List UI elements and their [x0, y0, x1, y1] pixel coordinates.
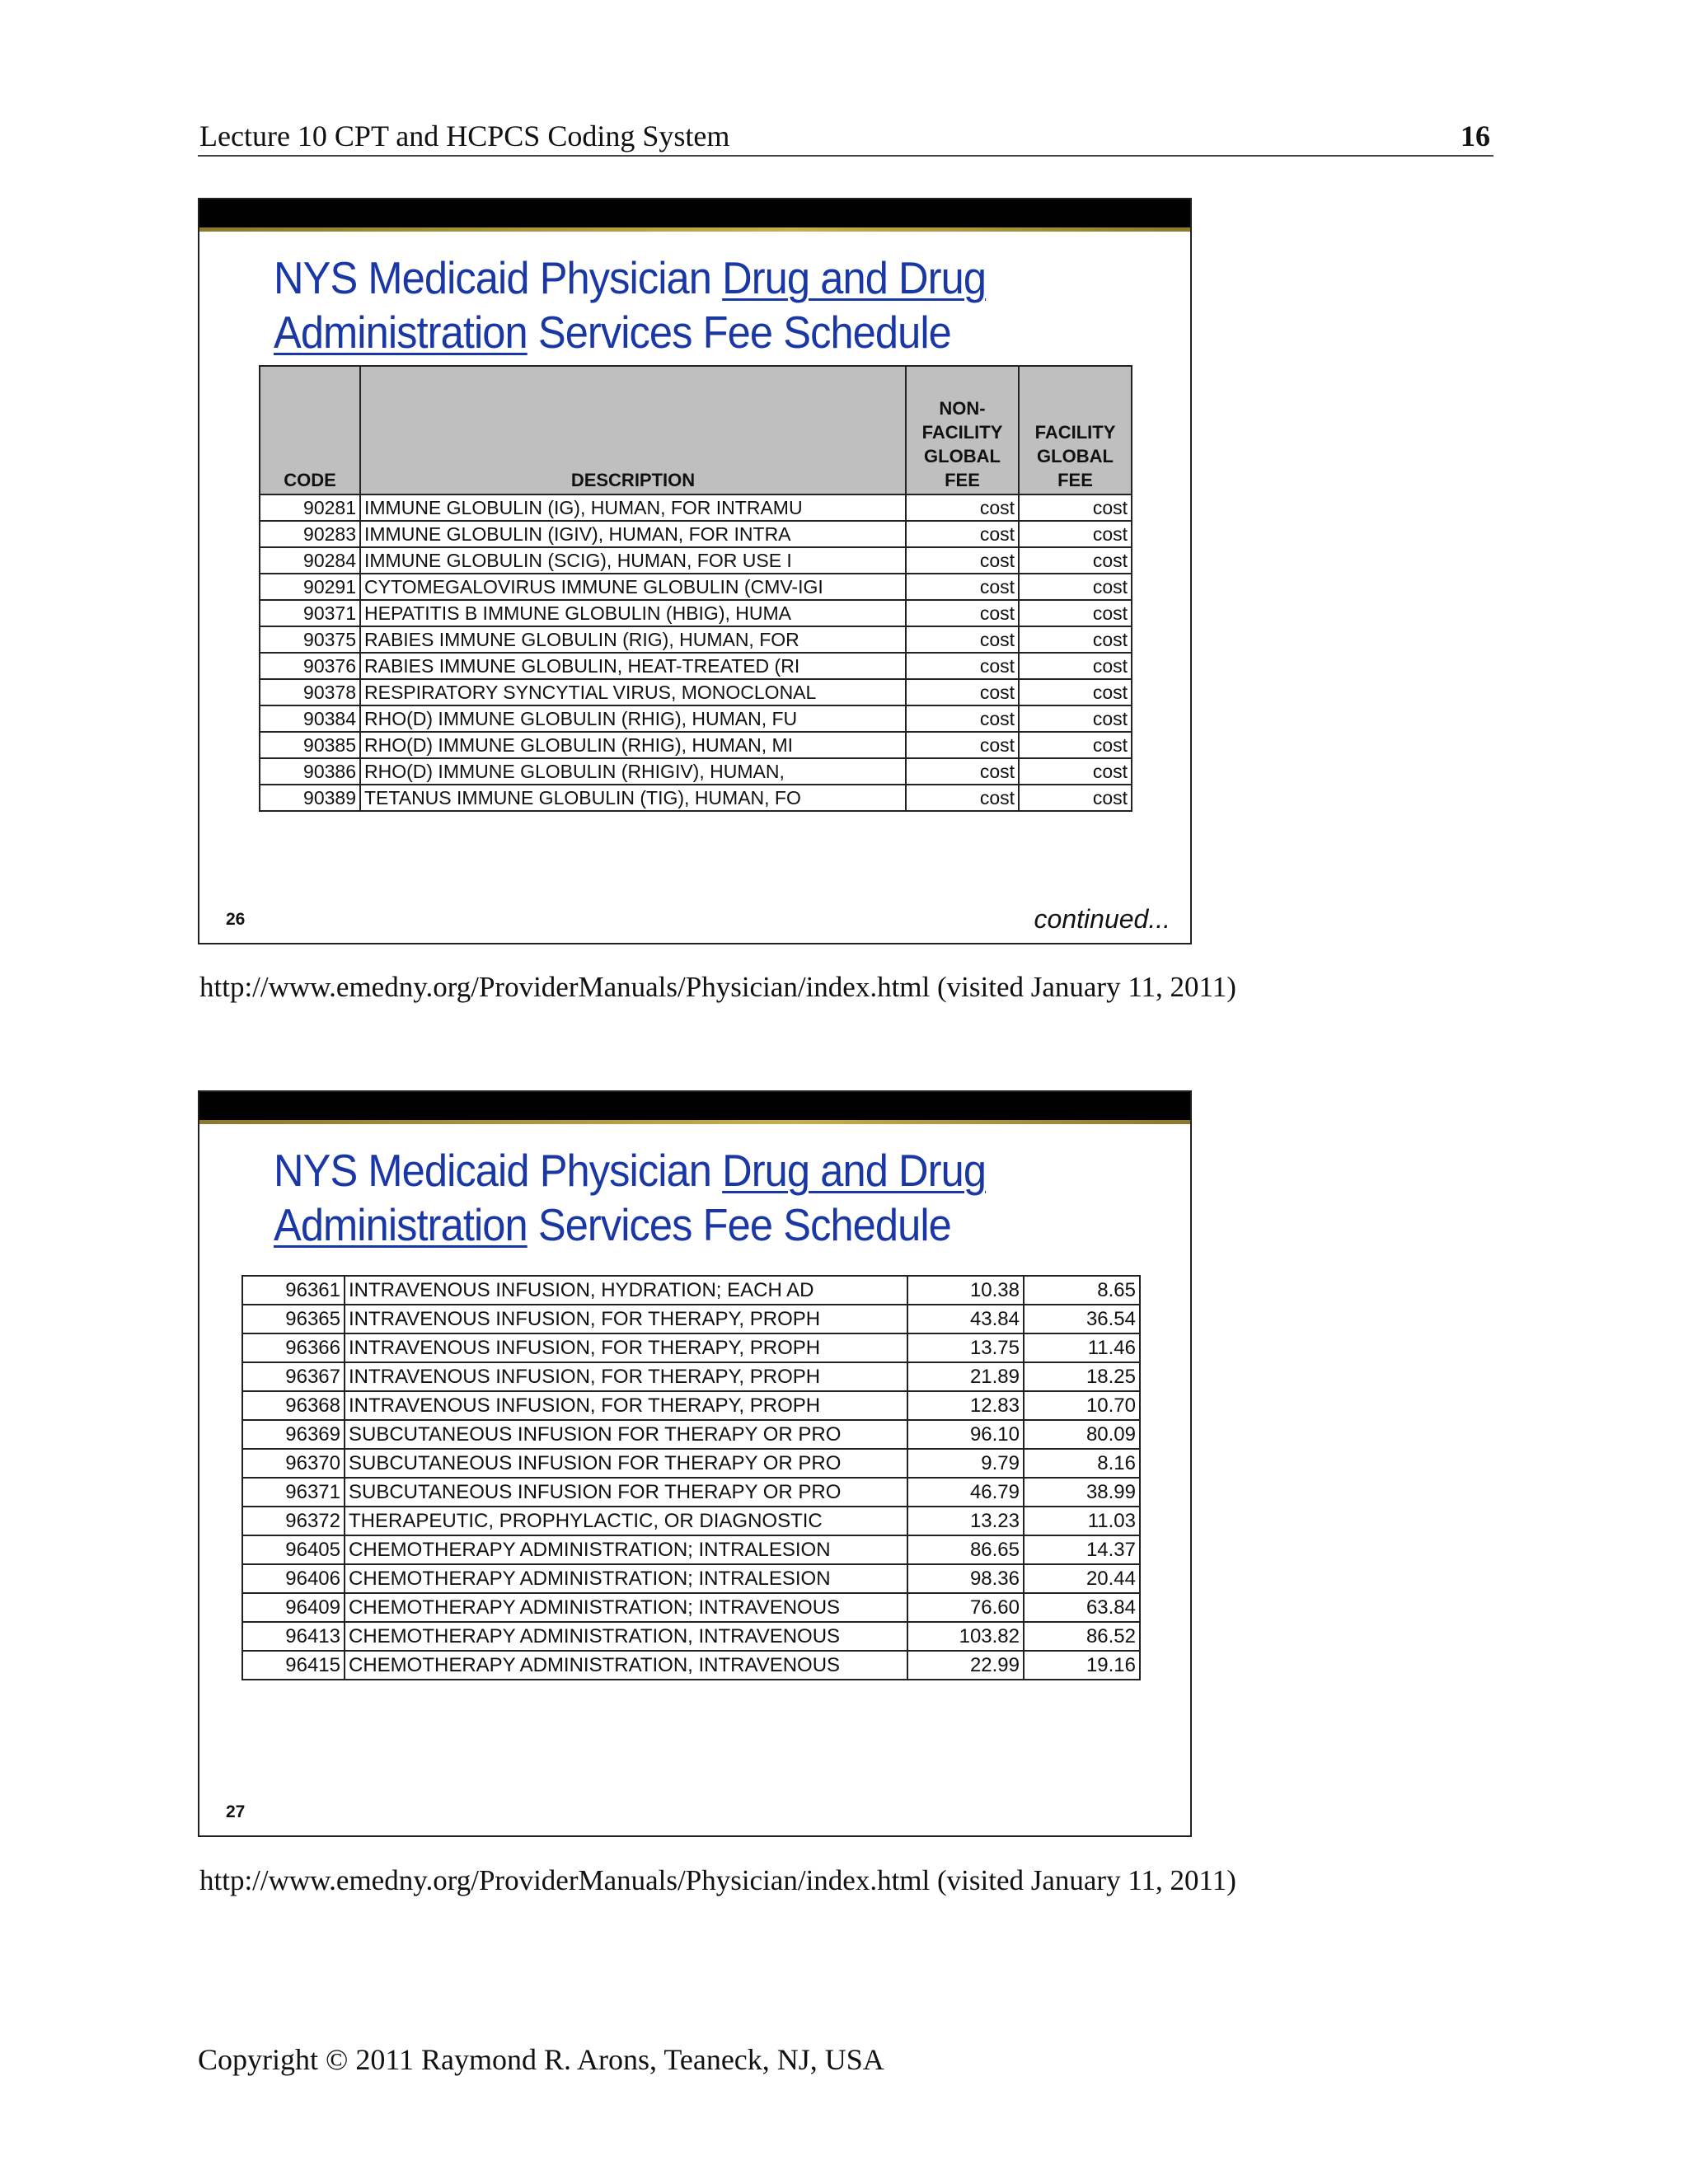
cell-nonfacility-fee: cost [906, 705, 1019, 732]
fee-schedule-table [259, 365, 1132, 812]
cell-facility-fee: cost [1019, 626, 1132, 653]
cell-code: 90384 [260, 705, 360, 732]
cell-code: 96405 [242, 1535, 345, 1564]
cell-facility-fee: 14.37 [1024, 1535, 1140, 1564]
slide-title [274, 1143, 1070, 1252]
cell-description: IMMUNE GLOBULIN (IG), HUMAN, FOR INTRAMU [360, 494, 906, 521]
cell-nonfacility-fee: cost [906, 679, 1019, 705]
table-row [242, 1362, 1140, 1391]
fee-schedule-table [241, 1275, 1141, 1680]
table-row [260, 600, 1132, 626]
fee-table-body [242, 1276, 1140, 1680]
slide-title [274, 251, 1070, 359]
cell-facility-fee: 80.09 [1024, 1420, 1140, 1449]
cell-nonfacility-fee: 12.83 [907, 1391, 1024, 1420]
cell-facility-fee: cost [1019, 732, 1132, 758]
table-row [242, 1535, 1140, 1564]
cell-code: 96413 [242, 1622, 345, 1651]
title-text-end: Services Fee Schedule [527, 307, 951, 358]
cell-code: 90371 [260, 600, 360, 626]
cell-code: 96369 [242, 1420, 345, 1449]
cell-description: CHEMOTHERAPY ADMINISTRATION, INTRAVENOUS [345, 1651, 907, 1680]
cell-code: 90385 [260, 732, 360, 758]
cell-description: IMMUNE GLOBULIN (SCIG), HUMAN, FOR USE I [360, 547, 906, 574]
cell-code: 90389 [260, 785, 360, 811]
table-row [260, 732, 1132, 758]
cell-code: 90375 [260, 626, 360, 653]
cell-nonfacility-fee: cost [906, 653, 1019, 679]
table-row [242, 1276, 1140, 1305]
table-row [260, 574, 1132, 600]
cell-code: 96366 [242, 1333, 345, 1362]
cell-facility-fee: 36.54 [1024, 1305, 1140, 1333]
table-row [260, 785, 1132, 811]
slide-top-bar [199, 199, 1190, 227]
cell-description: CHEMOTHERAPY ADMINISTRATION, INTRAVENOUS [345, 1622, 907, 1651]
table-row [260, 494, 1132, 521]
cell-description: CHEMOTHERAPY ADMINISTRATION; INTRALESION [345, 1564, 907, 1593]
cell-facility-fee: cost [1019, 705, 1132, 732]
cell-nonfacility-fee: cost [906, 626, 1019, 653]
cell-code: 90378 [260, 679, 360, 705]
cell-nonfacility-fee: 21.89 [907, 1362, 1024, 1391]
table-row [242, 1420, 1140, 1449]
table-row [260, 626, 1132, 653]
slide-number: 27 [226, 1802, 246, 1821]
table-row [260, 521, 1132, 547]
cell-code: 96409 [242, 1593, 345, 1622]
slide-26 [198, 198, 1192, 944]
fee-table-body [260, 494, 1132, 811]
cell-nonfacility-fee: 13.23 [907, 1507, 1024, 1535]
cell-nonfacility-fee: 76.60 [907, 1593, 1024, 1622]
cell-description: RABIES IMMUNE GLOBULIN (RIG), HUMAN, FOR [360, 626, 906, 653]
title-underlined-text: Drug and Drug Administration [274, 252, 987, 358]
cell-nonfacility-fee: cost [906, 574, 1019, 600]
cell-facility-fee: 38.99 [1024, 1478, 1140, 1507]
cell-description: SUBCUTANEOUS INFUSION FOR THERAPY OR PRO [345, 1478, 907, 1507]
table-row [242, 1622, 1140, 1651]
slide-top-bar [199, 1092, 1190, 1120]
cell-nonfacility-fee: 103.82 [907, 1622, 1024, 1651]
column-header-nonfacility-fee: NON- FACILITY GLOBAL FEE [906, 366, 1019, 494]
cell-description: TETANUS IMMUNE GLOBULIN (TIG), HUMAN, FO [360, 785, 906, 811]
cell-description: RHO(D) IMMUNE GLOBULIN (RHIG), HUMAN, MI [360, 732, 906, 758]
cell-facility-fee: cost [1019, 600, 1132, 626]
cell-code: 90386 [260, 758, 360, 785]
cell-facility-fee: 11.46 [1024, 1333, 1140, 1362]
cell-code: 90284 [260, 547, 360, 574]
table-row [242, 1449, 1140, 1478]
copyright-notice: Copyright © 2011 Raymond R. Arons, Teaneck, NJ, USA [198, 2043, 884, 2076]
cell-facility-fee: 11.03 [1024, 1507, 1140, 1535]
table-row [260, 758, 1132, 785]
cell-description: HEPATITIS B IMMUNE GLOBULIN (HBIG), HUMA [360, 600, 906, 626]
cell-code: 96365 [242, 1305, 345, 1333]
cell-description: IMMUNE GLOBULIN (IGIV), HUMAN, FOR INTRA [360, 521, 906, 547]
cell-code: 90283 [260, 521, 360, 547]
slide-number: 26 [226, 910, 246, 929]
table-row [260, 547, 1132, 574]
cell-nonfacility-fee: cost [906, 758, 1019, 785]
cell-nonfacility-fee: cost [906, 547, 1019, 574]
table-row [242, 1333, 1140, 1362]
cell-description: INTRAVENOUS INFUSION, FOR THERAPY, PROPH [345, 1362, 907, 1391]
table-row [242, 1478, 1140, 1507]
cell-facility-fee: cost [1019, 758, 1132, 785]
cell-description: INTRAVENOUS INFUSION, FOR THERAPY, PROPH [345, 1391, 907, 1420]
cell-code: 96372 [242, 1507, 345, 1535]
cell-code: 96368 [242, 1391, 345, 1420]
cell-description: THERAPEUTIC, PROPHYLACTIC, OR DIAGNOSTIC [345, 1507, 907, 1535]
cell-facility-fee: 19.16 [1024, 1651, 1140, 1680]
cell-nonfacility-fee: 22.99 [907, 1651, 1024, 1680]
column-header-facility-fee: FACILITY GLOBAL FEE [1019, 366, 1132, 494]
page-number: 16 [1461, 120, 1490, 152]
cell-nonfacility-fee: 10.38 [907, 1276, 1024, 1305]
cell-nonfacility-fee: cost [906, 732, 1019, 758]
cell-facility-fee: 8.65 [1024, 1276, 1140, 1305]
page-header [198, 115, 1493, 157]
slide-accent-line [199, 1120, 1190, 1124]
cell-facility-fee: 86.52 [1024, 1622, 1140, 1651]
cell-description: SUBCUTANEOUS INFUSION FOR THERAPY OR PRO [345, 1449, 907, 1478]
cell-nonfacility-fee: 9.79 [907, 1449, 1024, 1478]
cell-nonfacility-fee: cost [906, 494, 1019, 521]
cell-description: CHEMOTHERAPY ADMINISTRATION; INTRAVENOUS [345, 1593, 907, 1622]
table-row [260, 679, 1132, 705]
cell-code: 90376 [260, 653, 360, 679]
cell-nonfacility-fee: cost [906, 600, 1019, 626]
cell-description: INTRAVENOUS INFUSION, FOR THERAPY, PROPH [345, 1333, 907, 1362]
document-title: Lecture 10 CPT and HCPCS Coding System [199, 120, 730, 152]
slide-27 [198, 1090, 1192, 1837]
cell-facility-fee: 8.16 [1024, 1449, 1140, 1478]
cell-nonfacility-fee: 98.36 [907, 1564, 1024, 1593]
cell-facility-fee: cost [1019, 547, 1132, 574]
cell-code: 96361 [242, 1276, 345, 1305]
cell-nonfacility-fee: 96.10 [907, 1420, 1024, 1449]
cell-code: 90281 [260, 494, 360, 521]
cell-description: RHO(D) IMMUNE GLOBULIN (RHIG), HUMAN, FU [360, 705, 906, 732]
cell-nonfacility-fee: 86.65 [907, 1535, 1024, 1564]
column-header-code: CODE [260, 366, 360, 494]
column-header-description: DESCRIPTION [360, 366, 906, 494]
cell-facility-fee: 63.84 [1024, 1593, 1140, 1622]
cell-description: INTRAVENOUS INFUSION, HYDRATION; EACH AD [345, 1276, 907, 1305]
cell-description: CYTOMEGALOVIRUS IMMUNE GLOBULIN (CMV-IGI [360, 574, 906, 600]
table-row [242, 1305, 1140, 1333]
cell-facility-fee: 10.70 [1024, 1391, 1140, 1420]
cell-code: 96406 [242, 1564, 345, 1593]
cell-code: 90291 [260, 574, 360, 600]
slide-accent-line [199, 227, 1190, 232]
cell-description: INTRAVENOUS INFUSION, FOR THERAPY, PROPH [345, 1305, 907, 1333]
table-row [242, 1593, 1140, 1622]
cell-nonfacility-fee: 43.84 [907, 1305, 1024, 1333]
cell-facility-fee: cost [1019, 521, 1132, 547]
table-row [242, 1564, 1140, 1593]
cell-facility-fee: cost [1019, 653, 1132, 679]
cell-description: RABIES IMMUNE GLOBULIN, HEAT-TREATED (RI [360, 653, 906, 679]
table-row [260, 653, 1132, 679]
cell-nonfacility-fee: cost [906, 521, 1019, 547]
cell-nonfacility-fee: 13.75 [907, 1333, 1024, 1362]
cell-facility-fee: 20.44 [1024, 1564, 1140, 1593]
table-row [260, 705, 1132, 732]
source-citation: http://www.emedny.org/ProviderManuals/Physician/index.html (visited January 11, 2011) [199, 1864, 1236, 1896]
title-text: NYS Medicaid Physician [274, 1145, 723, 1196]
cell-facility-fee: cost [1019, 785, 1132, 811]
cell-facility-fee: cost [1019, 574, 1132, 600]
cell-nonfacility-fee: 46.79 [907, 1478, 1024, 1507]
source-citation: http://www.emedny.org/ProviderManuals/Physician/index.html (visited January 11, 2011) [199, 971, 1236, 1003]
table-row [242, 1507, 1140, 1535]
cell-description: RESPIRATORY SYNCYTIAL VIRUS, MONOCLONAL [360, 679, 906, 705]
cell-code: 96371 [242, 1478, 345, 1507]
cell-code: 96415 [242, 1651, 345, 1680]
cell-nonfacility-fee: cost [906, 785, 1019, 811]
table-row [242, 1651, 1140, 1680]
cell-description: RHO(D) IMMUNE GLOBULIN (RHIGIV), HUMAN, [360, 758, 906, 785]
cell-code: 96370 [242, 1449, 345, 1478]
title-text-end: Services Fee Schedule [527, 1199, 951, 1250]
title-underlined-text: Drug and Drug Administration [274, 1145, 987, 1250]
title-text: NYS Medicaid Physician [274, 252, 723, 303]
continued-note: continued... [1034, 904, 1170, 934]
cell-facility-fee: 18.25 [1024, 1362, 1140, 1391]
cell-code: 96367 [242, 1362, 345, 1391]
table-row [242, 1391, 1140, 1420]
cell-facility-fee: cost [1019, 679, 1132, 705]
cell-facility-fee: cost [1019, 494, 1132, 521]
cell-description: CHEMOTHERAPY ADMINISTRATION; INTRALESION [345, 1535, 907, 1564]
cell-description: SUBCUTANEOUS INFUSION FOR THERAPY OR PRO [345, 1420, 907, 1449]
